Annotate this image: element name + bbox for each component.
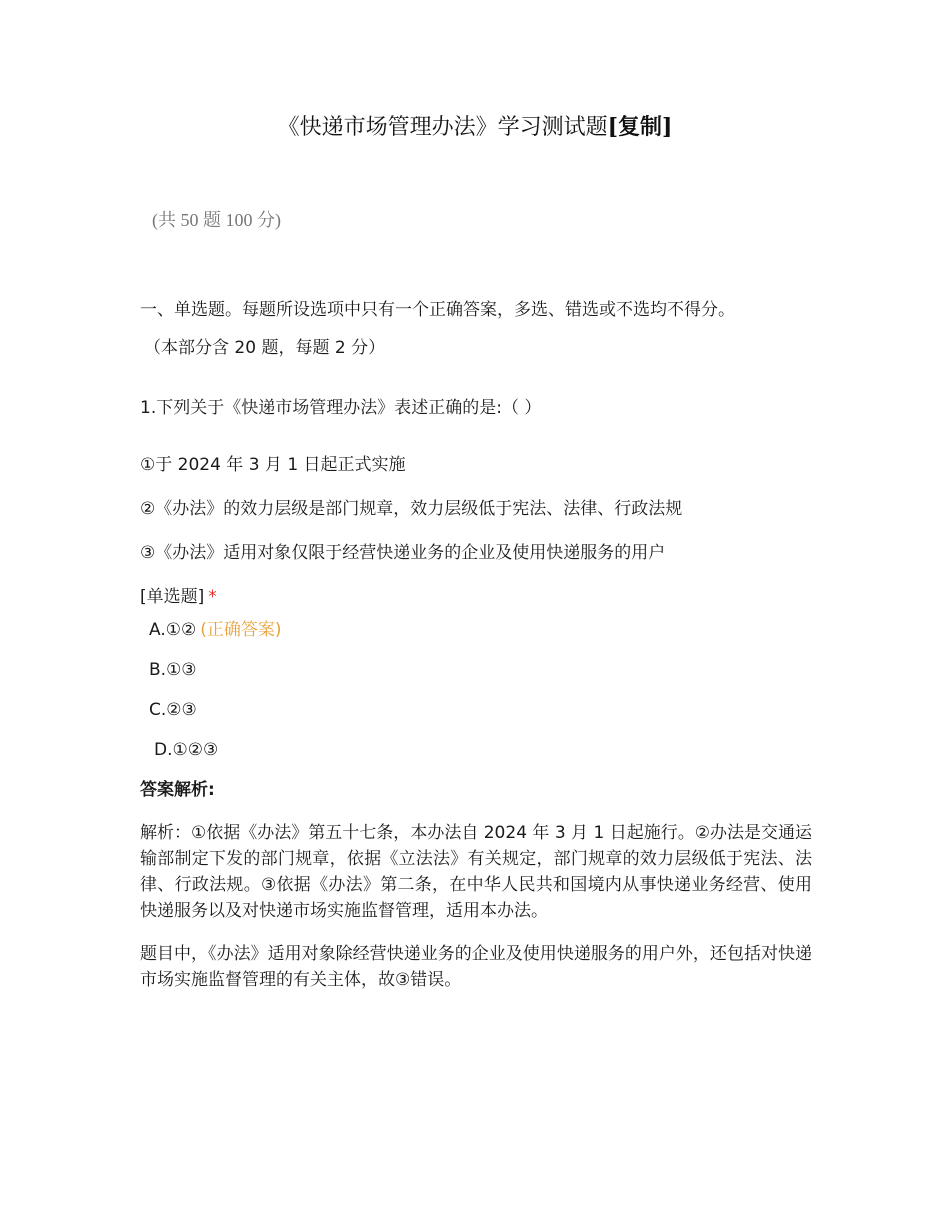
option-label: A.①②	[149, 620, 197, 640]
option-d[interactable]	[154, 736, 218, 764]
section-subheading: （本部分含 20 题，每题 2 分）	[144, 338, 386, 358]
option-a[interactable]	[149, 616, 281, 644]
page-title	[0, 110, 950, 145]
statement-1: ①于 2024 年 3 月 1 日起正式实施	[140, 455, 406, 475]
question-type-label: [单选题]	[140, 587, 205, 607]
option-c[interactable]	[149, 696, 197, 724]
option-label: C.②③	[149, 700, 197, 720]
copy-tag: [复制]	[607, 114, 673, 140]
correct-answer-badge: (正确答案)	[200, 620, 282, 640]
required-mark: *	[208, 587, 217, 607]
title-text: 《快递市场管理办法》学习测试题	[277, 115, 608, 140]
option-label: D.①②③	[154, 740, 219, 760]
analysis-paragraph-2: 题目中，《办法》适用对象除经营快递业务的企业及使用快递服务的用户外，还包括对快递市场实施监督管理的有关主体，故③错误。	[140, 944, 812, 990]
question-type	[140, 583, 217, 611]
question-text: 1.下列关于《快递市场管理办法》表述正确的是:（ ）	[140, 398, 542, 418]
option-label: B.①③	[149, 660, 197, 680]
analysis-paragraph-1: 解析：①依据《办法》第五十七条，本办法自 2024 年 3 月 1 日起施行。②办法是交通运输部制定下发的部门规章，依据《立法法》有关规定，部门规章的效力层级低于宪法、法律、行政法规。③依据《办法》第二条，在中华人民共和国境内从事快递业务经营、使用快递服务以及对快递市场实施监督管理，适用本办法。	[140, 823, 812, 921]
statement-2: ②《办法》的效力层级是部门规章，效力层级低于宪法、法律、行政法规	[140, 499, 683, 519]
statement-3: ③《办法》适用对象仅限于经营快递业务的企业及使用快递服务的用户	[140, 543, 666, 563]
option-b[interactable]	[149, 656, 197, 684]
analysis-heading: 答案解析:	[140, 780, 215, 800]
section-heading: 一、单选题。每题所设选项中只有一个正确答案，多选、错选或不选均不得分。	[140, 300, 735, 320]
quiz-summary: (共 50 题 100 分)	[152, 210, 281, 230]
